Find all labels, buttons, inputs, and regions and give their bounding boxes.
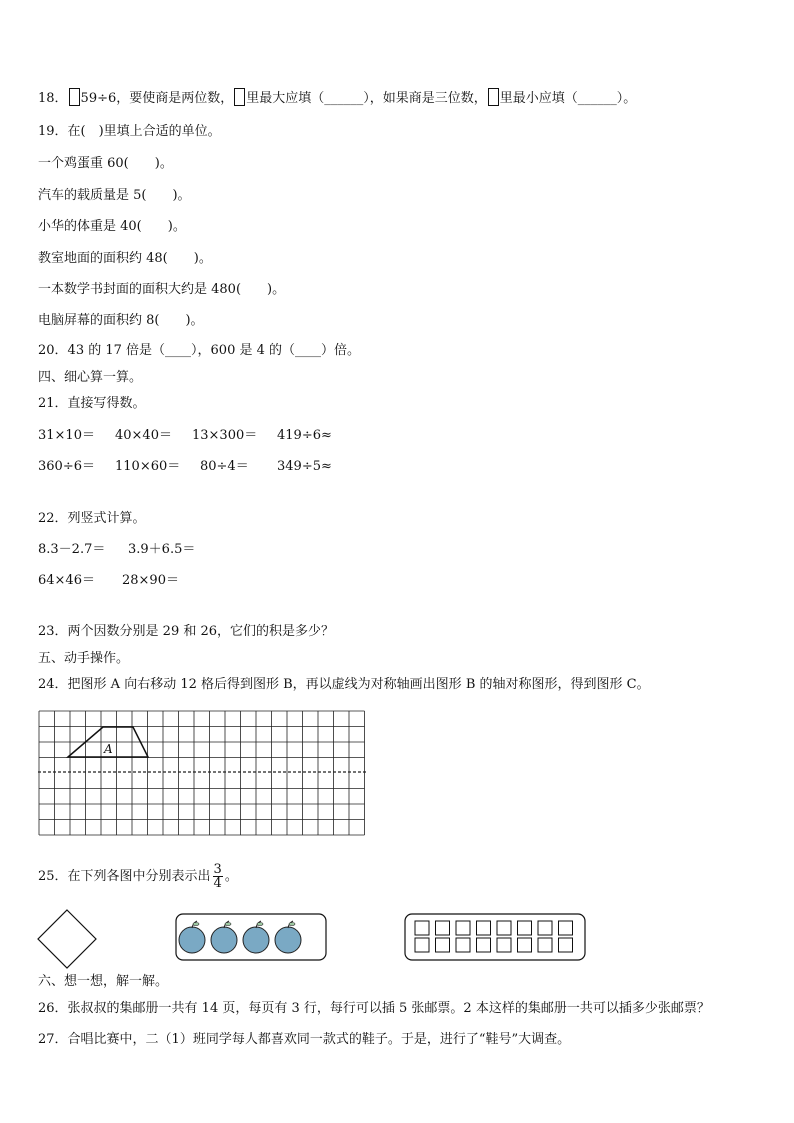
calc-item: 360÷6＝ xyxy=(38,459,95,474)
apple-box xyxy=(175,913,327,961)
apple-icon xyxy=(179,921,205,953)
question-19-item: 一个鸡蛋重 60( )。 xyxy=(38,156,173,171)
blank-box xyxy=(234,88,245,106)
small-square xyxy=(415,921,429,935)
question-21-title: 21．直接写得数。 xyxy=(38,396,146,411)
calc-item: 419÷6≈ xyxy=(277,428,332,443)
small-square xyxy=(436,938,450,952)
apple-icon xyxy=(275,921,301,953)
small-square xyxy=(477,921,491,935)
calc-row xyxy=(38,541,195,559)
square-grid-figure xyxy=(38,710,368,836)
apple-icon xyxy=(211,921,237,953)
question-19-item: 一本数学书封面的面积大约是 480( )。 xyxy=(38,282,286,297)
section-6-heading: 六、想一想，解一解。 xyxy=(38,974,169,989)
question-20: 20．43 的 17 倍是（____），600 是 4 的（____）倍。 xyxy=(38,343,361,358)
grid-box xyxy=(404,913,586,961)
question-24: 24．把图形 A 向右移动 12 格后得到图形 B，再以虚线为对称轴画出图形 B 的轴对称图形，得到图形 C。 xyxy=(38,677,650,692)
calc-item: 40×40＝ xyxy=(115,428,172,443)
question-18: 18． 59÷6，要使商是两位数， 里最大应填（______），如果商是三位数， 里最小应填（______）。 xyxy=(38,88,636,108)
blank-box xyxy=(488,88,499,106)
small-square xyxy=(538,921,552,935)
calc-item: 64×46＝ xyxy=(38,573,95,588)
diamond-shape xyxy=(37,909,97,969)
calc-row xyxy=(38,427,332,445)
question-19-item: 电脑屏幕的面积约 8( )。 xyxy=(38,313,204,328)
small-square xyxy=(518,938,532,952)
apple-icon xyxy=(243,921,269,953)
calc-item: 8.3－2.7＝ xyxy=(38,542,106,557)
calc-item: 31×10＝ xyxy=(38,428,95,443)
question-19-item: 教室地面的面积约 48( )。 xyxy=(38,251,212,266)
question-25: 25．在下列各图中分别表示出 $\frac{3}{4}$ 。 xyxy=(38,862,238,891)
question-19-item: 汽车的载质量是 5( )。 xyxy=(38,188,191,203)
small-square xyxy=(456,938,470,952)
question-22-title: 22．列竖式计算。 xyxy=(38,511,146,526)
fraction-three-quarters: $\frac{3}{4}$ xyxy=(213,862,222,891)
shape-a-label: A xyxy=(104,742,113,756)
small-square xyxy=(559,938,573,952)
calc-row xyxy=(38,458,332,476)
small-square xyxy=(538,938,552,952)
calc-item: 80÷4＝ xyxy=(200,459,249,474)
small-square xyxy=(518,921,532,935)
small-square xyxy=(497,938,511,952)
calc-item: 3.9＋6.5＝ xyxy=(128,542,196,557)
section-5-heading: 五、动手操作。 xyxy=(38,651,130,666)
section-4-heading: 四、细心算一算。 xyxy=(38,370,143,385)
calc-item: 13×300＝ xyxy=(192,428,258,443)
blank-box xyxy=(69,88,80,106)
small-square xyxy=(559,921,573,935)
calc-item: 110×60＝ xyxy=(115,459,181,474)
small-square xyxy=(436,921,450,935)
calc-row xyxy=(38,572,179,590)
small-square xyxy=(415,938,429,952)
question-27: 27．合唱比赛中，二（1）班同学每人都喜欢同一款式的鞋子。于是，进行了“鞋号”大调查。 xyxy=(38,1032,571,1047)
question-19-title: 19．在( )里填上合适的单位。 xyxy=(38,124,221,139)
question-19-item: 小华的体重是 40( )。 xyxy=(38,219,186,234)
small-square xyxy=(477,938,491,952)
small-square xyxy=(456,921,470,935)
small-square xyxy=(497,921,511,935)
question-26: 26．张叔叔的集邮册一共有 14 页，每页有 3 行，每行可以插 5 张邮票。2 本这样的集邮册一共可以插多少张邮票？ xyxy=(38,1001,710,1016)
question-23: 23．两个因数分别是 29 和 26，它们的积是多少？ xyxy=(38,624,335,639)
calc-item: 28×90＝ xyxy=(122,573,179,588)
calc-item: 349÷5≈ xyxy=(277,459,332,474)
